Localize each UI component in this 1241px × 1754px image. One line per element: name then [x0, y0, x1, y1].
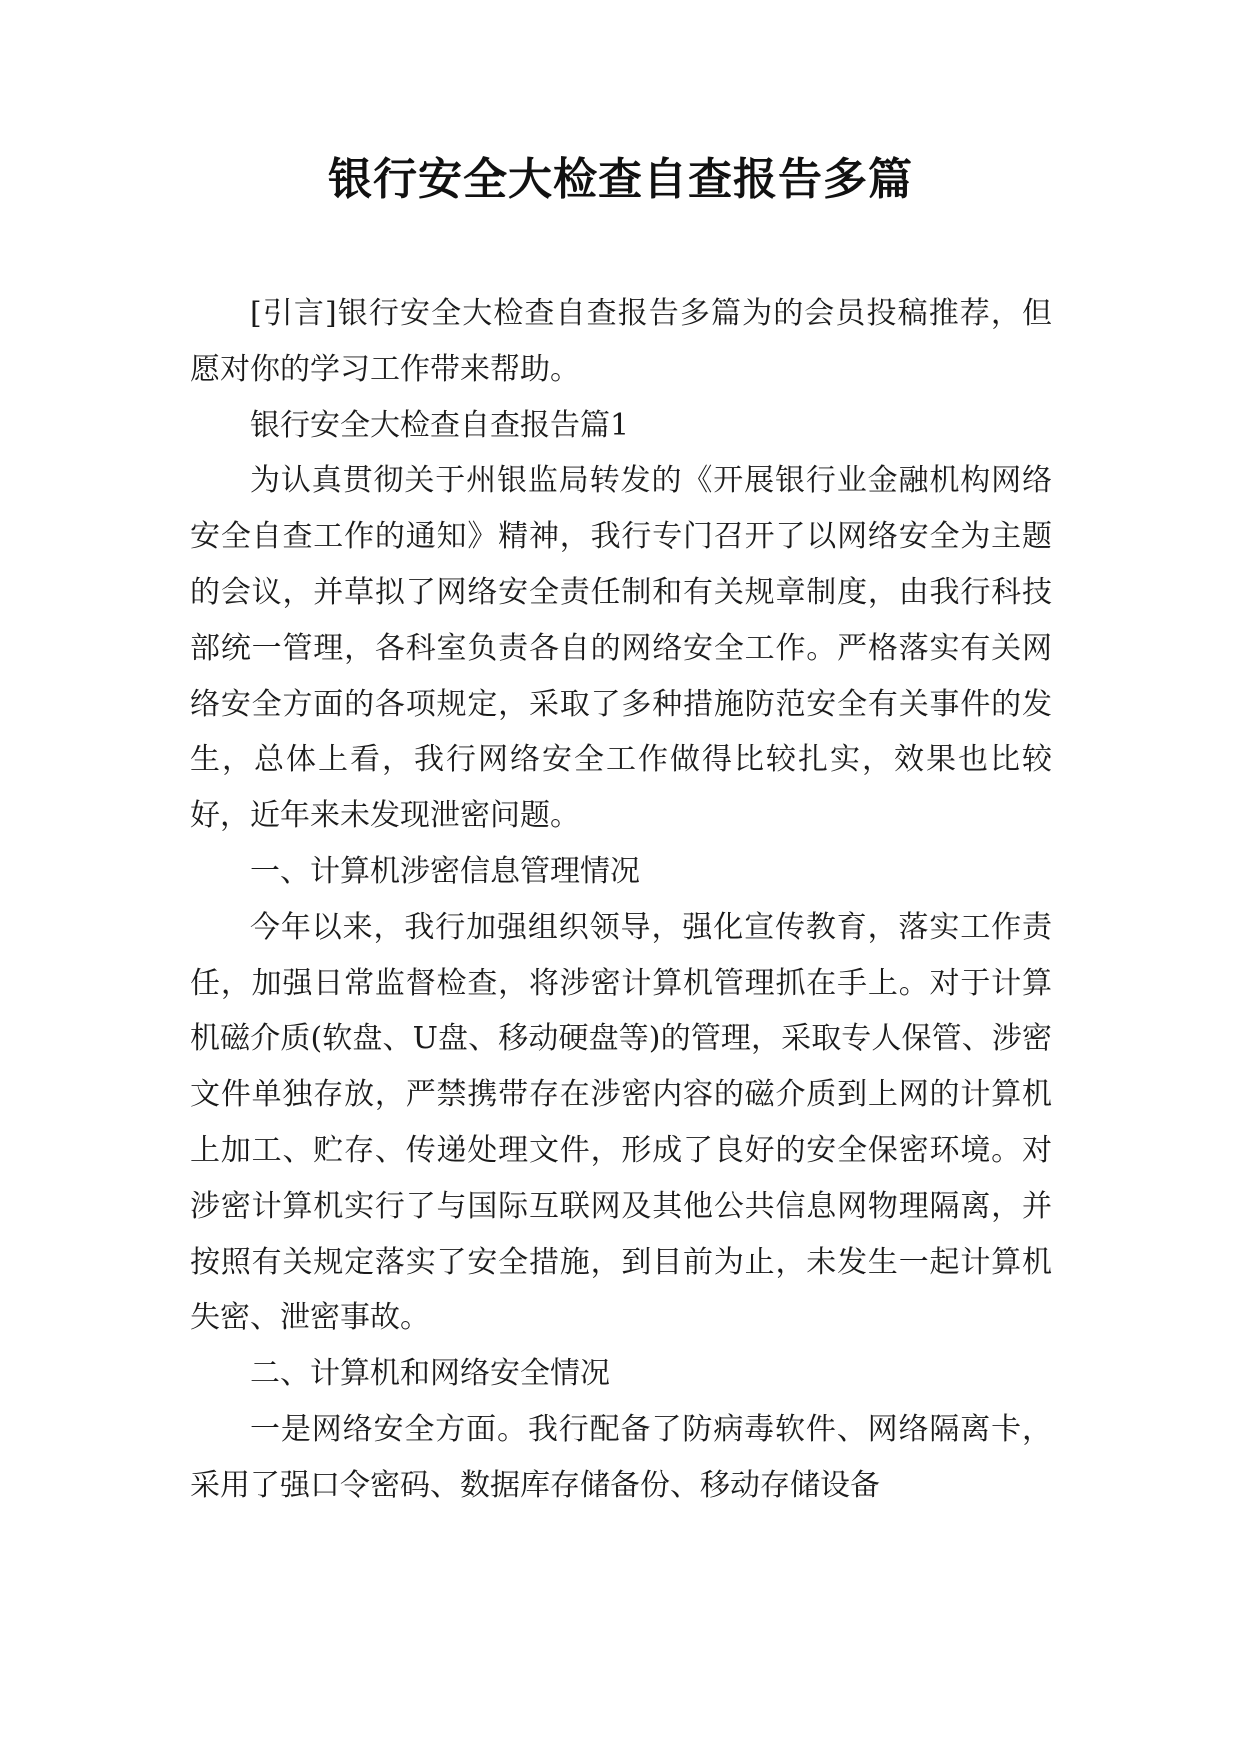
- section-heading-network-security: 二、计算机和网络安全情况: [250, 1356, 610, 1392]
- section-heading-part-1: 银行安全大检查自查报告篇1: [250, 407, 630, 443]
- section-heading-info-management: 一、计算机涉密信息管理情况: [250, 853, 640, 889]
- document-body: [190, 286, 1052, 1514]
- intro-paragraph: [引言]银行安全大检查自查报告多篇为的会员投稿推荐，但愿对你的学习工作带来帮助。: [190, 296, 1052, 387]
- document-title: 银行安全大检查自查报告多篇: [328, 154, 913, 205]
- body-paragraph: 一是网络安全方面。我行配备了防病毒软件、网络隔离卡，采用了强口令密码、数据库存储备份、移动存储设备: [190, 1411, 1052, 1503]
- body-paragraph: 为认真贯彻关于州银监局转发的《开展银行业金融机构网络安全自查工作的通知》精神，我行专门召开了以网络安全为主题的会议，并草拟了网络安全责任制和有关规章制度，由我行科技部统一管理，各科室负责各自的网络安全工作。严格落实有关网络安全方面的各项规定，采取了多种措施防范安全有关事件的发生，总体上看，我行网络安全工作做得比较扎实，效果也比较好，近年来未发现泄密问题。: [190, 463, 1052, 834]
- body-paragraph: 今年以来，我行加强组织领导，强化宣传教育，落实工作责任，加强日常监督检查，将涉密计算机管理抓在手上。对于计算机磁介质(软盘、U盘、移动硬盘等)的管理，采取专人保管、涉密文件单独存放，严禁携带存在涉密内容的磁介质到上网的计算机上加工、贮存、传递处理文件，形成了良好的安全保密环境。对涉密计算机实行了与国际互联网及其他公共信息网物理隔离，并按照有关规定落实了安全措施，到目前为止，未发生一起计算机失密、泄密事故。: [190, 909, 1052, 1336]
